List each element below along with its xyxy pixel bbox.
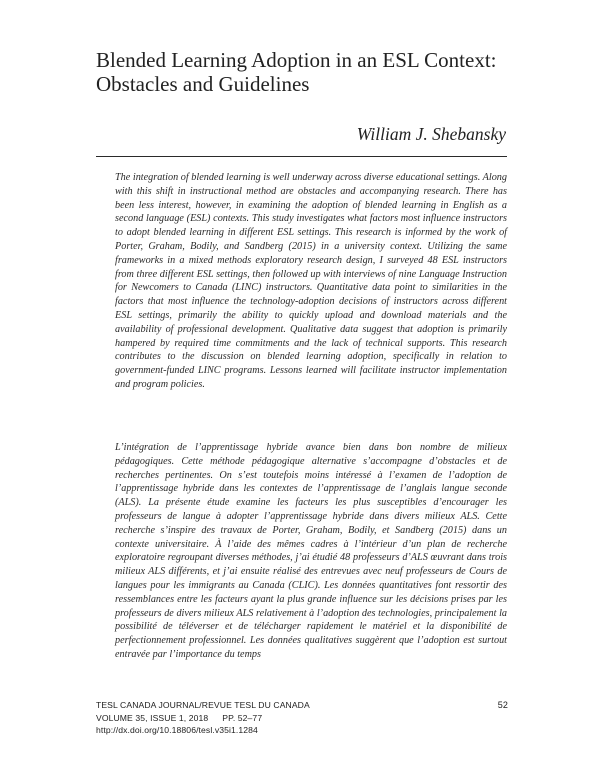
page-number: 52 [497,700,508,710]
journal-name: TESL CANADA JOURNAL/REVUE TESL DU CANADA [96,700,310,710]
abstract-english: The integration of blended learning is well underway across diverse educational settings. Along with this shift in instructional method are obstacles and accompanying research. There has been less interest, however, in examining the adoption of blended learning in English as a second language (ESL) contexts. This study investigates what factors most influence instructors to adopt blended learning in different ESL settings. This research is informed by the work of Porter, Graham, Bodily, and Sandberg (2015) in a university context. Utilizing the same frameworks in a mixed methods exploratory research design, I surveyed 48 ESL instructors from three different ESL settings, then followed up with interviews of nine Language Instruction for Newcomers to Canada (LINC) instructors. Quantitative data point to similarities in the factors that most influence the technology-adoption decisions of instructors across different ESL settings, primarily the ability to quickly upload and download materials and the availability of professional development. Qualitative data suggest that adoption is primarily hampered by required time commitments and the lack of technical supports. This research contributes to the discussion on blended learning adoption, specifically in relation to government-funded LINC programs. Lessons learned will facilitate instructor implementation and program policies. [115,172,507,390]
volume-issue: VOLUME 35, ISSUE 1, 2018 [96,712,209,723]
footer-doi-row [96,724,508,737]
abstract-french: L’intégration de l’apprentissage hybride avance bien dans bon nombre de milieux pédagogiques. Cette méthode pédagogique alternative s’accompagne d’obstacles et de recherches pertinentes. On s’est toutefois moins intéressé à l’examen de l’adoption de l’apprentissage hybride dans les contextes de l’apprentissage de l’anglais langue seconde (ALS). La présente étude examine les facteurs les plus susceptibles d’encourager les professeurs de langue à adopter l’apprentissage hybride dans divers milieux ALS. Cette recherche s’inspire des travaux de Porter, Graham, Bodily, et Sandberg (2015) dans un contexte universitaire. À l’aide des mêmes cadres à l’intérieur d’un plan de recherche exploratoire regroupant diverses méthodes, j’ai étudié 48 professeurs d’ALS œuvrant dans trois milieux ALS différents, et j’ai ensuite réalisé des entrevues avec neuf professeurs de Cours de langues pour les immigrants au Canada (CLIC). Les données quantitatives font ressortir des ressemblances entre les facteurs ayant la plus grande influence sur les décisions prises par les professeurs de divers milieux ALS relativement à l’adoption des technologies, principalement la possibilité de téléverser et de télécharger rapidement le matériel et la disponibilité de perfectionnement professionnel. Les données qualitatives suggèrent que l’adoption est surtout entravée par l’importance du temps [115,442,507,660]
title-divider [96,156,507,157]
article-title-line-2: Obstacles and Guidelines [96,72,310,96]
doi-link[interactable]: http://dx.doi.org/10.18806/tesl.v35i1.1284 [96,725,258,736]
article-title [96,48,526,96]
author-name: William J. Shebansky [356,124,506,144]
page-footer [96,699,508,737]
footer-volume-row [96,712,508,725]
page-range: PP. 52–77 [222,712,263,723]
article-title-line-1: Blended Learning Adoption in an ESL Context: [96,48,497,72]
footer-journal-row [96,699,508,712]
